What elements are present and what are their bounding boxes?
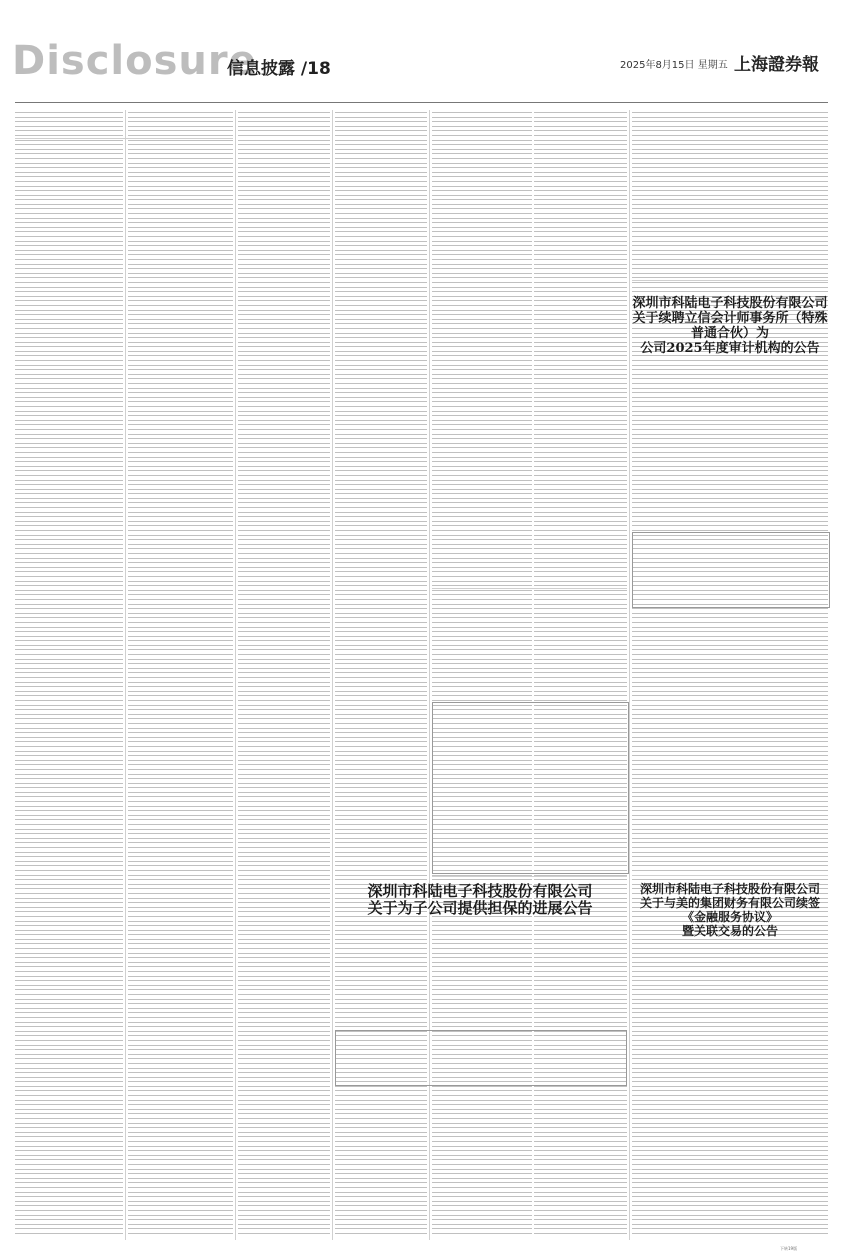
- section-divider: [432, 876, 627, 877]
- section-divider: [632, 875, 828, 876]
- section-divider: [15, 138, 233, 139]
- notice-title-auditor: 深圳市科陆电子科技股份有限公司 关于续聘立信会计师事务所（特殊普通合伙）为 公司2025年度审计机构的公告: [632, 296, 828, 356]
- column-divider: [332, 110, 333, 1240]
- section-divider: [632, 280, 828, 281]
- continued-marker: 下转19版: [780, 1246, 798, 1251]
- notice-title-guarantee: 深圳市科陆电子科技股份有限公司 关于为子公司提供担保的进展公告: [367, 882, 593, 917]
- newspaper-name: 上海證券報: [734, 55, 819, 75]
- header-rule: [15, 102, 828, 103]
- page-content: [15, 110, 828, 1240]
- text-line: [534, 1231, 627, 1236]
- column-divider: [629, 110, 630, 1240]
- text-line: [15, 1231, 123, 1236]
- text-line: [335, 1231, 427, 1236]
- column-divider: [125, 110, 126, 1240]
- data-table: [632, 532, 830, 608]
- text-line: [432, 1231, 532, 1236]
- issue-date: 2025年8月15日 星期五: [620, 60, 728, 71]
- section-title: 信息披露 /18: [227, 59, 331, 79]
- text-line: [238, 1231, 330, 1236]
- text-line: [632, 1231, 828, 1236]
- text-column: [238, 110, 330, 1240]
- column-divider: [235, 110, 236, 1240]
- notice-title-related-transaction: 深圳市科陆电子科技股份有限公司 关于与美的集团财务有限公司续签《金融服务协议》 暨关联交易的公告: [639, 882, 820, 938]
- brand-wordmark: Disclosure: [12, 38, 257, 84]
- text-column: [15, 110, 123, 1240]
- masthead: [0, 0, 843, 102]
- data-table: [335, 1030, 627, 1086]
- section-divider: [432, 588, 627, 589]
- text-line: [128, 1231, 233, 1236]
- data-table: [432, 702, 629, 874]
- text-column: [128, 110, 233, 1240]
